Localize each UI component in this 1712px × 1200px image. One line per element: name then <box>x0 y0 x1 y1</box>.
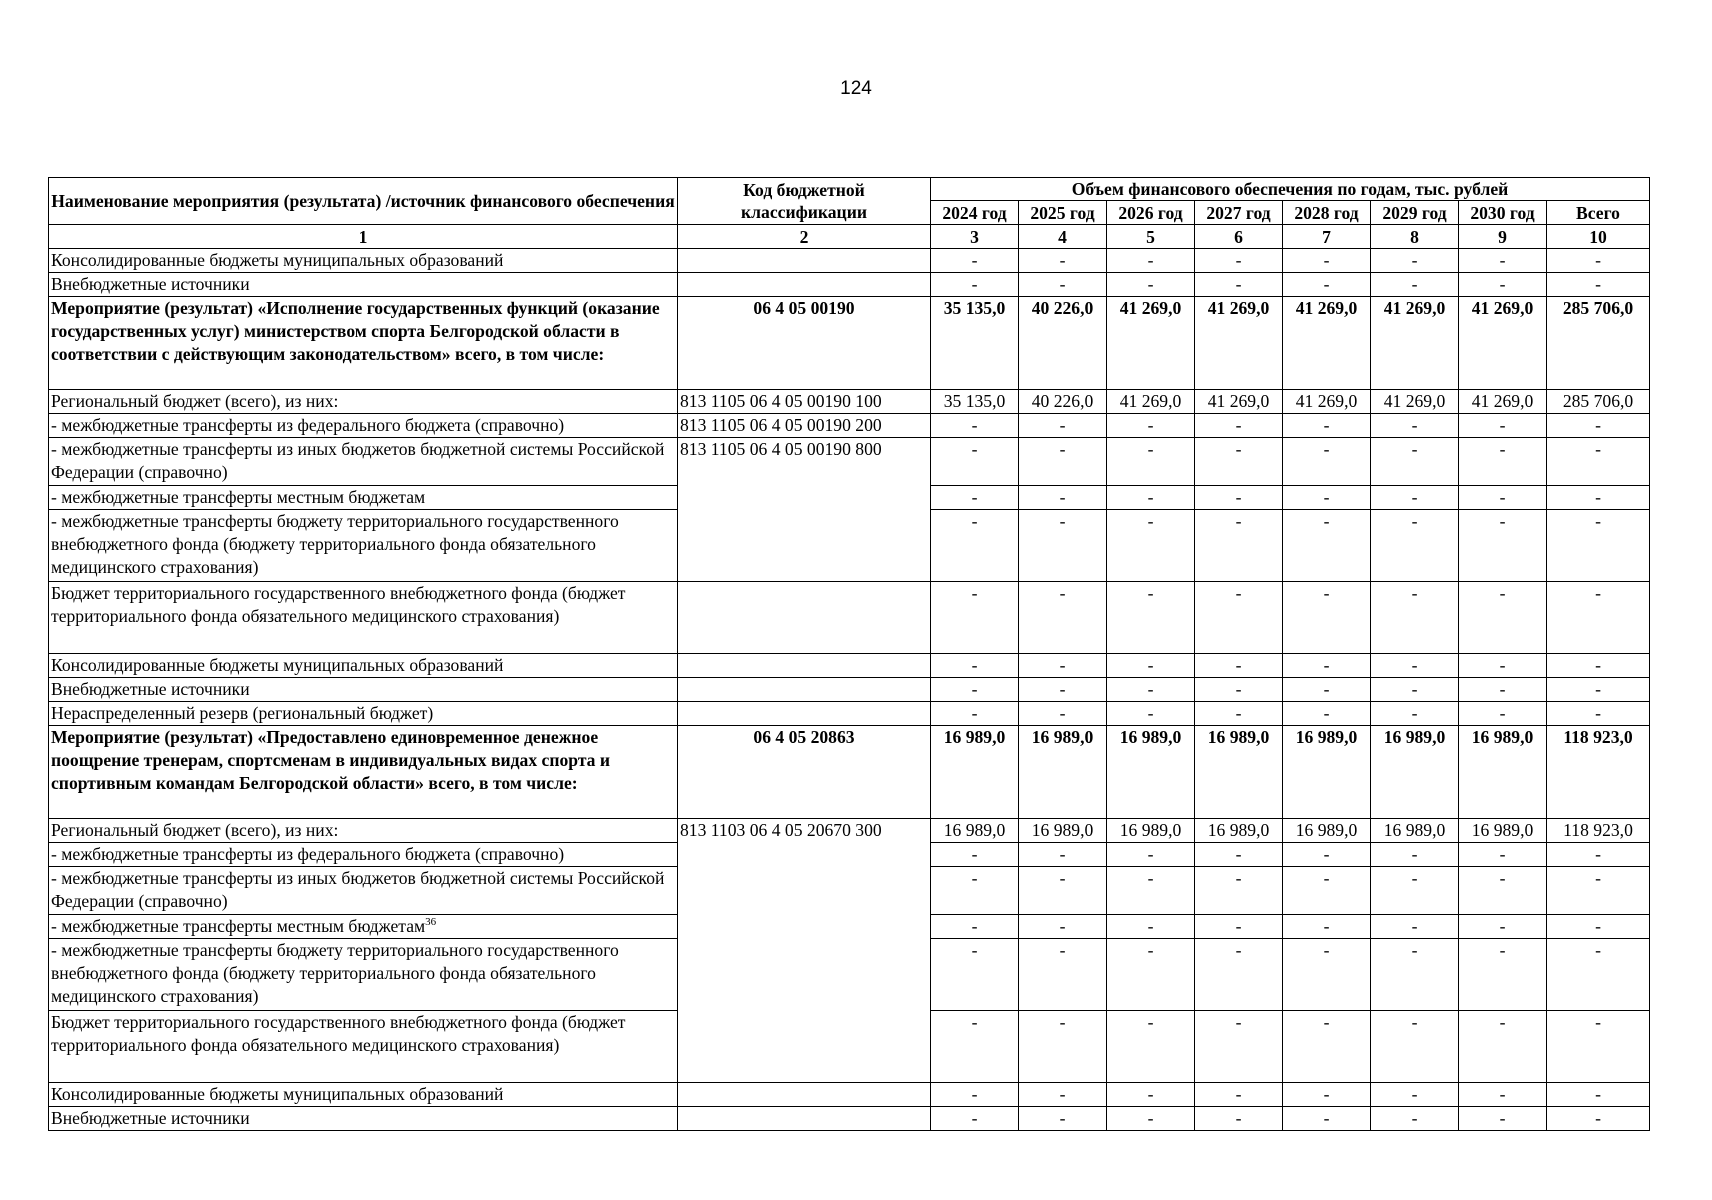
row-name <box>49 414 678 438</box>
row-name <box>49 726 678 819</box>
year-value: - <box>1459 939 1547 1011</box>
year-value: - <box>1459 1107 1547 1131</box>
year-value: - <box>931 1083 1019 1107</box>
year-value: - <box>1371 414 1459 438</box>
table-row <box>49 414 1650 438</box>
header-name: Наименование мероприятия (результата) /источник финансового обеспечения <box>49 178 678 225</box>
year-value: - <box>1019 414 1107 438</box>
year-value: - <box>1107 939 1195 1011</box>
column-number: 2 <box>678 225 931 249</box>
year-value: - <box>1019 486 1107 510</box>
year-value: - <box>1459 486 1547 510</box>
footnote-marker: 36 <box>425 916 437 929</box>
row-name <box>49 702 678 726</box>
year-value: - <box>1459 1011 1547 1083</box>
budget-code: 06 4 05 20863 <box>678 726 931 819</box>
year-value: - <box>1107 438 1195 486</box>
year-value: - <box>1107 915 1195 939</box>
year-value: - <box>1195 1011 1283 1083</box>
row-name <box>49 249 678 273</box>
year-value: - <box>1019 867 1107 915</box>
row-name-text: Нераспределенный резерв (региональный бюджет) <box>51 703 434 723</box>
total-value: - <box>1547 1107 1650 1131</box>
row-name-text: Консолидированные бюджеты муниципальных образований <box>51 1084 504 1104</box>
row-name-text: - межбюджетные трансферты из иных бюджетов бюджетной системы Российской Федерации (справочно) <box>51 868 665 911</box>
year-value: - <box>1195 702 1283 726</box>
header-year-2025: 2025 год <box>1019 201 1107 225</box>
year-value: 16 989,0 <box>1195 726 1283 819</box>
budget-code: 813 1105 06 4 05 00190 100 <box>678 390 931 414</box>
year-value: - <box>1107 249 1195 273</box>
year-value: - <box>1019 1083 1107 1107</box>
column-number: 6 <box>1195 225 1283 249</box>
year-value: - <box>1019 702 1107 726</box>
table-row <box>49 678 1650 702</box>
total-value: - <box>1547 1011 1650 1083</box>
year-value: - <box>1195 1107 1283 1131</box>
year-value: 41 269,0 <box>1459 297 1547 390</box>
year-value: 16 989,0 <box>1459 726 1547 819</box>
total-value: - <box>1547 915 1650 939</box>
year-value: - <box>1107 273 1195 297</box>
year-value: - <box>1283 414 1371 438</box>
year-value: - <box>1019 915 1107 939</box>
year-value: - <box>1195 510 1283 582</box>
table-row <box>49 702 1650 726</box>
total-value: - <box>1547 510 1650 582</box>
year-value: - <box>1195 414 1283 438</box>
year-value: - <box>1019 843 1107 867</box>
year-value: - <box>1371 582 1459 654</box>
year-value: - <box>1283 1083 1371 1107</box>
budget-code <box>678 1083 931 1107</box>
table-row <box>49 582 1650 654</box>
year-value: 16 989,0 <box>931 819 1019 843</box>
year-value: - <box>1195 915 1283 939</box>
year-value: - <box>931 438 1019 486</box>
total-value: - <box>1547 438 1650 486</box>
page-number: 124 <box>840 78 872 99</box>
header-year-2030: 2030 год <box>1459 201 1547 225</box>
year-value: 41 269,0 <box>1107 390 1195 414</box>
year-value: - <box>1283 249 1371 273</box>
year-value: - <box>931 678 1019 702</box>
year-value: 41 269,0 <box>1107 297 1195 390</box>
table-row <box>49 438 1650 486</box>
year-value: - <box>1283 939 1371 1011</box>
year-value: - <box>1283 654 1371 678</box>
year-value: 40 226,0 <box>1019 390 1107 414</box>
header-year-2028: 2028 год <box>1283 201 1371 225</box>
year-value: - <box>1107 510 1195 582</box>
column-number: 7 <box>1283 225 1371 249</box>
total-value: - <box>1547 249 1650 273</box>
year-value: - <box>931 915 1019 939</box>
year-value: - <box>1107 654 1195 678</box>
total-value: - <box>1547 654 1650 678</box>
year-value: - <box>1459 867 1547 915</box>
year-value: - <box>1371 702 1459 726</box>
year-value: - <box>931 1011 1019 1083</box>
year-value: - <box>931 273 1019 297</box>
row-name-text: - межбюджетные трансферты местным бюджетам <box>51 487 426 507</box>
table-row <box>49 1107 1650 1131</box>
table-row <box>49 819 1650 843</box>
year-value: - <box>931 249 1019 273</box>
year-value: - <box>931 1107 1019 1131</box>
total-value: - <box>1547 273 1650 297</box>
table-row <box>49 390 1650 414</box>
total-value: - <box>1547 582 1650 654</box>
year-value: 16 989,0 <box>1371 726 1459 819</box>
year-value: - <box>1371 915 1459 939</box>
year-value: - <box>1459 582 1547 654</box>
header-year-2027: 2027 год <box>1195 201 1283 225</box>
total-value: - <box>1547 702 1650 726</box>
year-value: - <box>1459 249 1547 273</box>
year-value: - <box>1459 915 1547 939</box>
year-value: - <box>1459 702 1547 726</box>
year-value: 41 269,0 <box>1371 390 1459 414</box>
year-value: - <box>1019 249 1107 273</box>
total-value: - <box>1547 867 1650 915</box>
year-value: 41 269,0 <box>1195 390 1283 414</box>
column-number: 1 <box>49 225 678 249</box>
row-name <box>49 273 678 297</box>
row-name-text: Мероприятие (результат) «Предоставлено единовременное денежное поощрение тренерам, спортсменам в индивидуальных видах спорта и спортивным командам Белгородской области» всего, в том числе: <box>51 727 611 793</box>
table-body <box>49 249 1650 1131</box>
year-value: 16 989,0 <box>1459 819 1547 843</box>
year-value: - <box>1195 486 1283 510</box>
year-value: - <box>931 582 1019 654</box>
year-value: - <box>1371 654 1459 678</box>
year-value: - <box>931 654 1019 678</box>
year-value: - <box>1283 843 1371 867</box>
year-value: - <box>1459 414 1547 438</box>
year-value: - <box>1283 273 1371 297</box>
row-name-text: Внебюджетные источники <box>51 1108 250 1128</box>
row-name-text: - межбюджетные трансферты бюджету территориального государственного внебюджетного фонда (бюджету территориального фонда обязательного медицинского страхования) <box>51 511 619 577</box>
year-value: - <box>1107 1107 1195 1131</box>
year-value: 40 226,0 <box>1019 297 1107 390</box>
table-row <box>49 297 1650 390</box>
year-value: - <box>1371 249 1459 273</box>
year-value: - <box>1371 678 1459 702</box>
year-value: - <box>1107 678 1195 702</box>
column-number: 5 <box>1107 225 1195 249</box>
year-value: - <box>1371 939 1459 1011</box>
year-value: - <box>931 414 1019 438</box>
year-value: - <box>1107 1011 1195 1083</box>
total-value: - <box>1547 843 1650 867</box>
year-value: - <box>1283 486 1371 510</box>
row-name <box>49 654 678 678</box>
year-value: - <box>931 939 1019 1011</box>
table-row <box>49 654 1650 678</box>
year-value: 16 989,0 <box>1107 726 1195 819</box>
total-value: - <box>1547 939 1650 1011</box>
year-value: - <box>1019 1107 1107 1131</box>
year-value: - <box>931 843 1019 867</box>
year-value: - <box>1459 843 1547 867</box>
column-number: 8 <box>1371 225 1459 249</box>
budget-code <box>678 702 931 726</box>
year-value: - <box>1371 486 1459 510</box>
year-value: - <box>1459 654 1547 678</box>
year-value: - <box>1195 939 1283 1011</box>
row-name <box>49 1083 678 1107</box>
year-value: - <box>1019 510 1107 582</box>
total-value: 285 706,0 <box>1547 390 1650 414</box>
header-year-2024: 2024 год <box>931 201 1019 225</box>
budget-code <box>678 273 931 297</box>
year-value: - <box>1107 486 1195 510</box>
row-name <box>49 486 678 510</box>
year-value: - <box>1019 438 1107 486</box>
year-value: - <box>1459 678 1547 702</box>
header-year-2029: 2029 год <box>1371 201 1459 225</box>
year-value: - <box>1195 438 1283 486</box>
row-name <box>49 678 678 702</box>
year-value: - <box>1371 438 1459 486</box>
row-name-text: - межбюджетные трансферты из иных бюджетов бюджетной системы Российской Федерации (справочно) <box>51 439 665 482</box>
year-value: - <box>1283 702 1371 726</box>
year-value: - <box>1019 273 1107 297</box>
financing-table <box>48 177 1650 1131</box>
total-value: 118 923,0 <box>1547 726 1650 819</box>
row-name <box>49 915 678 939</box>
year-value: - <box>1459 273 1547 297</box>
header-year-2026: 2026 год <box>1107 201 1195 225</box>
year-value: - <box>1195 843 1283 867</box>
row-name-text: Консолидированные бюджеты муниципальных образований <box>51 250 504 270</box>
column-number: 9 <box>1459 225 1547 249</box>
row-name <box>49 510 678 582</box>
total-value: - <box>1547 486 1650 510</box>
year-value: - <box>1283 582 1371 654</box>
year-value: - <box>1371 1011 1459 1083</box>
year-value: - <box>1019 678 1107 702</box>
year-value: - <box>1459 510 1547 582</box>
year-value: 41 269,0 <box>1283 297 1371 390</box>
column-number: 10 <box>1547 225 1650 249</box>
row-name-text: Внебюджетные источники <box>51 679 250 699</box>
row-name <box>49 819 678 843</box>
year-value: - <box>1371 273 1459 297</box>
row-name-text: - межбюджетные трансферты бюджету территориального государственного внебюджетного фонда (бюджету территориального фонда обязательного медицинского страхования) <box>51 940 619 1006</box>
budget-code <box>678 654 931 678</box>
row-name-text: - межбюджетные трансферты из федерального бюджета (справочно) <box>51 415 565 435</box>
year-value: - <box>1283 915 1371 939</box>
year-value: - <box>931 510 1019 582</box>
row-name-text: Внебюджетные источники <box>51 274 250 294</box>
row-name-text: Бюджет территориального государственного внебюджетного фонда (бюджет территориального фонда обязательного медицинского страхования) <box>51 1012 626 1055</box>
row-name-text: Бюджет территориального государственного внебюджетного фонда (бюджет территориального фонда обязательного медицинского страхования) <box>51 583 626 626</box>
total-value: - <box>1547 678 1650 702</box>
total-value: 285 706,0 <box>1547 297 1650 390</box>
year-value: 16 989,0 <box>1283 819 1371 843</box>
budget-code <box>678 249 931 273</box>
year-value: 35 135,0 <box>931 297 1019 390</box>
year-value: - <box>1019 654 1107 678</box>
row-name <box>49 939 678 1011</box>
year-value: - <box>1283 438 1371 486</box>
year-value: - <box>1283 1011 1371 1083</box>
budget-code: 813 1103 06 4 05 20670 300 <box>678 819 931 1083</box>
budget-code: 813 1105 06 4 05 00190 800 <box>678 438 931 582</box>
budget-code: 06 4 05 00190 <box>678 297 931 390</box>
year-value: - <box>1195 582 1283 654</box>
year-value: - <box>1019 1011 1107 1083</box>
header-total: Всего <box>1547 201 1650 225</box>
year-value: - <box>1283 1107 1371 1131</box>
budget-code <box>678 678 931 702</box>
row-name <box>49 1011 678 1083</box>
total-value: - <box>1547 414 1650 438</box>
year-value: - <box>1107 702 1195 726</box>
year-value: - <box>1019 939 1107 1011</box>
year-value: - <box>1371 1083 1459 1107</box>
year-value: - <box>1195 867 1283 915</box>
year-value: - <box>1195 654 1283 678</box>
row-name-text: Мероприятие (результат) «Исполнение государственных функций (оказание государственных услуг) министерством спорта Белгородской области в соответствии с действующим законодательством» всего, в том числе: <box>51 298 660 364</box>
year-value: - <box>1283 510 1371 582</box>
year-value: - <box>1107 843 1195 867</box>
year-value: - <box>1459 438 1547 486</box>
year-value: - <box>1107 582 1195 654</box>
row-name <box>49 438 678 486</box>
total-value: 118 923,0 <box>1547 819 1650 843</box>
year-value: - <box>1371 1107 1459 1131</box>
year-value: - <box>1107 414 1195 438</box>
year-value: - <box>1019 582 1107 654</box>
year-value: - <box>1371 843 1459 867</box>
year-value: - <box>1371 867 1459 915</box>
year-value: - <box>1283 678 1371 702</box>
year-value: - <box>1107 1083 1195 1107</box>
budget-code <box>678 582 931 654</box>
year-value: - <box>1107 867 1195 915</box>
year-value: - <box>1459 1083 1547 1107</box>
table-row <box>49 1083 1650 1107</box>
year-value: - <box>1195 1083 1283 1107</box>
row-name-text: Региональный бюджет (всего), из них: <box>51 820 339 840</box>
table-row <box>49 726 1650 819</box>
row-name-text: - межбюджетные трансферты местным бюджетам <box>51 916 426 936</box>
year-value: - <box>931 867 1019 915</box>
row-name <box>49 1107 678 1131</box>
year-value: - <box>1283 867 1371 915</box>
year-value: - <box>931 702 1019 726</box>
table-row <box>49 273 1650 297</box>
year-value: 16 989,0 <box>1195 819 1283 843</box>
header-volume: Объем финансового обеспечения по годам, тыс. рублей <box>931 178 1650 201</box>
year-value: 41 269,0 <box>1195 297 1283 390</box>
row-name <box>49 843 678 867</box>
year-value: 16 989,0 <box>931 726 1019 819</box>
row-name-text: Консолидированные бюджеты муниципальных образований <box>51 655 504 675</box>
year-value: 16 989,0 <box>1371 819 1459 843</box>
budget-code <box>678 1107 931 1131</box>
year-value: 41 269,0 <box>1283 390 1371 414</box>
year-value: - <box>931 486 1019 510</box>
table-row <box>49 249 1650 273</box>
column-number-row <box>49 225 1650 249</box>
year-value: - <box>1195 273 1283 297</box>
year-value: - <box>1195 249 1283 273</box>
row-name-text: Региональный бюджет (всего), из них: <box>51 391 339 411</box>
row-name <box>49 582 678 654</box>
row-name <box>49 390 678 414</box>
total-value: - <box>1547 1083 1650 1107</box>
year-value: 16 989,0 <box>1283 726 1371 819</box>
column-number: 3 <box>931 225 1019 249</box>
year-value: - <box>1371 510 1459 582</box>
year-value: - <box>1195 678 1283 702</box>
column-number: 4 <box>1019 225 1107 249</box>
year-value: 41 269,0 <box>1459 390 1547 414</box>
header-code: Код бюджетной классификации <box>678 178 931 225</box>
year-value: 16 989,0 <box>1107 819 1195 843</box>
row-name-text: - межбюджетные трансферты из федерального бюджета (справочно) <box>51 844 565 864</box>
year-value: 16 989,0 <box>1019 726 1107 819</box>
year-value: 16 989,0 <box>1019 819 1107 843</box>
year-value: 41 269,0 <box>1371 297 1459 390</box>
row-name <box>49 867 678 915</box>
year-value: 35 135,0 <box>931 390 1019 414</box>
budget-code: 813 1105 06 4 05 00190 200 <box>678 414 931 438</box>
row-name <box>49 297 678 390</box>
